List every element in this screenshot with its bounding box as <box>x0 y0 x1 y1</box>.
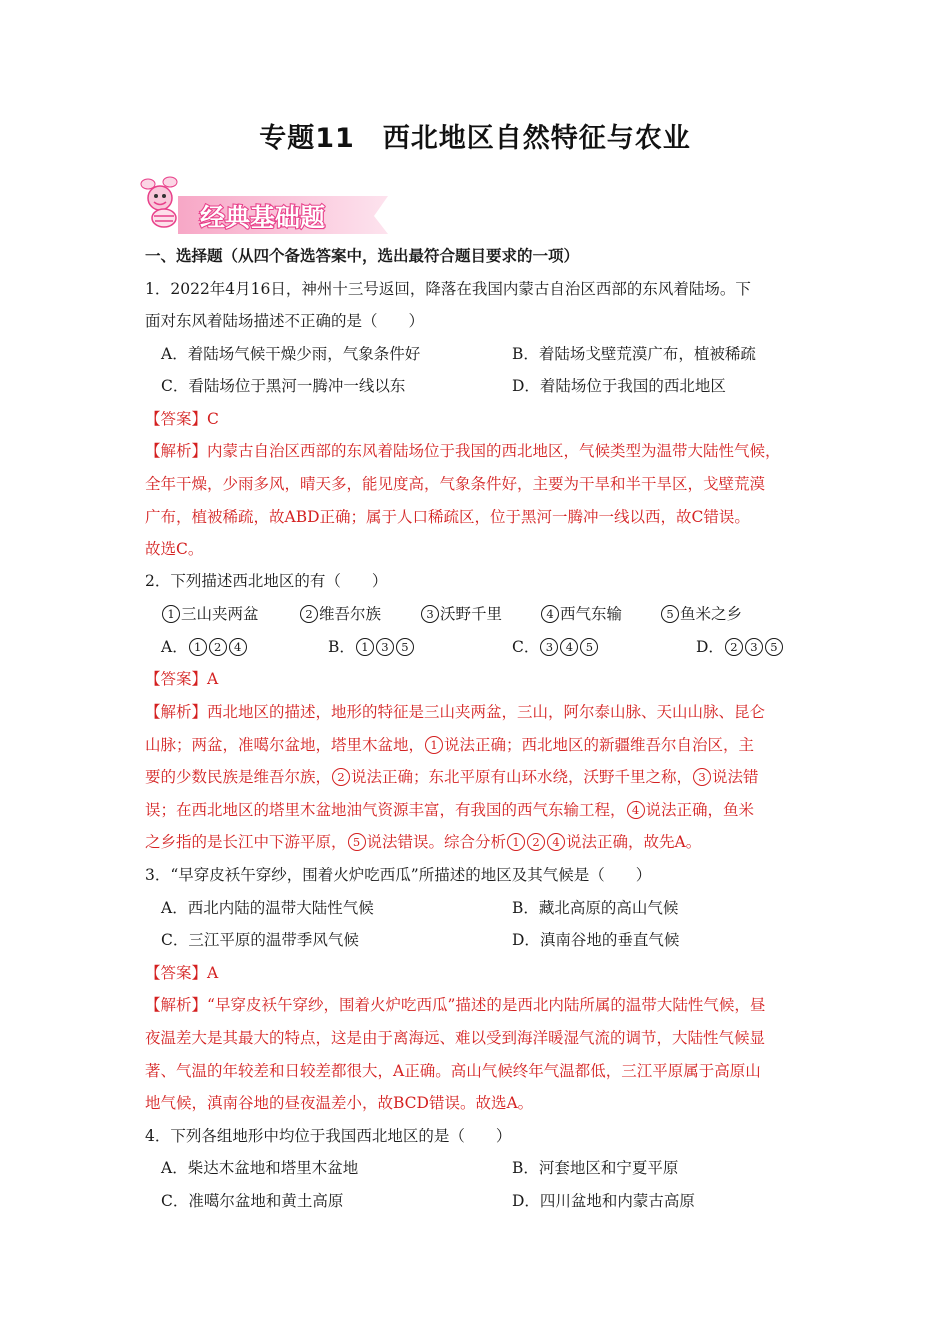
q1-explanation-3: 广布，植被稀疏，故ABD正确；属于人口稀疏区，位于黑河一腾冲一线以西，故C错误。 <box>145 508 750 526</box>
q3-option-a: A．西北内陆的温带大陆性气候 <box>161 899 374 917</box>
q3-answer: 【答案】A <box>145 964 219 982</box>
q3-stem: 3．“早穿皮袄午穿纱，围着火炉吃西瓜”所描述的地区及其气候是（ ） <box>145 866 652 884</box>
q1-option-d: D．着陆场位于我国的西北地区 <box>512 377 726 395</box>
q2-explanation-3: 要的少数民族是维吾尔族， 2 说法正确；东北平原有山环水绕，沃野千里之称， 3 说法错 <box>145 768 759 786</box>
q3-option-d: D．滇南谷地的垂直气候 <box>512 931 680 949</box>
q2-explanation-5: 之乡指的是长江中下游平原， 5 说法错误。综合分析 1 2 4 说法正确，故先A。 <box>145 833 702 851</box>
q2-explanation-2: 山脉；两盆，准噶尔盆地，塔里木盆地， 1 说法正确；西北地区的新疆维吾尔自治区，主 <box>145 736 755 754</box>
q1-stem-line1: 1．2022年4月16日，神州十三号返回，降落在我国内蒙古自治区西部的东风着陆场。下 <box>145 280 751 298</box>
q3-option-c: C．三江平原的温带季风气候 <box>161 931 359 949</box>
q4-option-d: D．四川盆地和内蒙古高原 <box>512 1192 695 1210</box>
q4-option-c: C．准噶尔盆地和黄土高原 <box>161 1192 344 1210</box>
q2-explanation-1: 【解析】西北地区的描述，地形的特征是三山夹两盆，三山，阿尔泰山脉、天山山脉、昆仑 <box>145 703 766 721</box>
q2-option-d: D． 2 3 5 <box>696 637 784 657</box>
q4-option-b: B．河套地区和宁夏平原 <box>512 1159 679 1177</box>
q1-option-b: B．着陆场戈壁荒漠广布，植被稀疏 <box>512 345 756 363</box>
section-heading: 一、选择题（从四个备选答案中，选出最符合题目要求的一项） <box>145 247 580 265</box>
q1-explanation-4: 故选C。 <box>145 540 204 558</box>
q1-option-c: C．看陆场位于黑河一腾冲一线以东 <box>161 377 406 395</box>
q3-option-b: B．藏北高原的高山气候 <box>512 899 679 917</box>
banner-text: 经典基础题 <box>200 203 326 232</box>
q4-stem: 4．下列各组地形中均位于我国西北地区的是（ ） <box>145 1127 512 1145</box>
q2-option-b: B． 1 3 5 <box>328 637 415 657</box>
q1-option-a: A．着陆场气候干燥少雨，气象条件好 <box>161 345 421 363</box>
q3-explanation-1: 【解析】“早穿皮袄午穿纱，围着火炉吃西瓜”描述的是西北内陆所属的温带大陆性气候，昼 <box>145 996 766 1014</box>
page-title: 专题11 西北地区自然特征与农业 <box>259 123 691 154</box>
q3-explanation-3: 著、气温的年较差和日较差都很大，A正确。高山气候终年气温都低，三江平原属于高原山 <box>145 1062 761 1080</box>
q3-explanation-4: 地气候，滇南谷地的昼夜温差小，故BCD错误。故选A。 <box>145 1094 534 1112</box>
q2-statement-2: 2 维吾尔族 <box>299 604 381 624</box>
q2-statement-3: 3 沃野千里 <box>420 604 502 624</box>
q1-explanation-1: 【解析】内蒙古自治区西部的东风着陆场位于我国的西北地区，气候类型为温带大陆性气候， <box>145 442 781 460</box>
q2-statement-5: 5 鱼米之乡 <box>660 604 742 624</box>
q2-answer: 【答案】A <box>145 670 219 688</box>
q1-answer: 【答案】C <box>145 410 219 428</box>
q4-option-a: A．柴达木盆地和塔里木盆地 <box>161 1159 359 1177</box>
q1-stem-line2: 面对东风着陆场描述不正确的是（ ） <box>145 312 425 330</box>
q2-statement-4: 4 西气东输 <box>540 604 622 624</box>
q2-statement-1: 1 三山夹两盆 <box>161 604 259 624</box>
q1-explanation-2: 全年干燥，少雨多风，晴天多，能见度高，气象条件好，主要为干旱和半干旱区，戈壁荒漠 <box>145 475 766 493</box>
q2-option-a: A． 1 2 4 <box>161 637 248 657</box>
q2-option-c: C． 3 4 5 <box>512 637 599 657</box>
section-banner <box>138 168 388 234</box>
q2-stem: 2．下列描述西北地区的有（ ） <box>145 572 388 590</box>
q3-explanation-2: 夜温差大是其最大的特点，这是由于离海远、难以受到海洋暖湿气流的调节，大陆性气候显 <box>145 1029 766 1047</box>
bee-mascot-icon <box>141 177 177 227</box>
q2-explanation-4: 误；在西北地区的塔里木盆地油气资源丰富，有我国的西气东输工程， 4 说法正确，鱼米 <box>145 801 755 819</box>
